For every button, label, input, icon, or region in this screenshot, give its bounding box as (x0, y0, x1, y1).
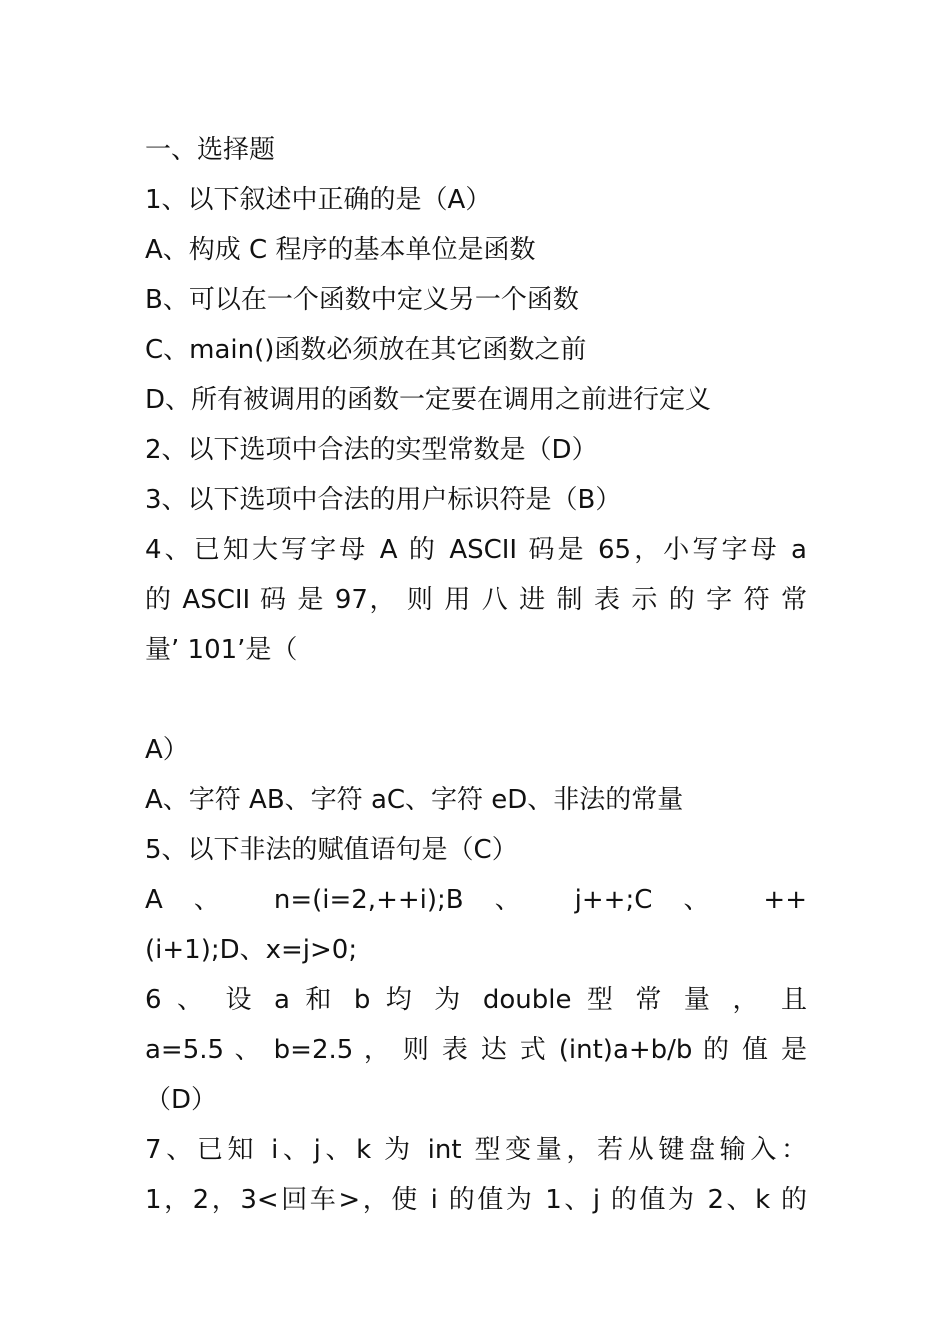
question-3: 3、以下选项中合法的用户标识符是（B） (145, 485, 622, 515)
question-4-line-1: 4、已知大写字母 A 的 ASCII 码是 65，小写字母 a (145, 535, 807, 565)
question-1-option-b: B、可以在一个函数中定义另一个函数 (145, 285, 579, 315)
question-6-line-2: a=5.5 、 b=2.5 ， 则 表 达 式 (int)a+b/b 的 值 是 (145, 1035, 807, 1065)
question-2: 2、以下选项中合法的实型常数是（D） (145, 435, 598, 465)
question-5: 5、以下非法的赋值语句是（C） (145, 835, 518, 865)
question-6-answer: （D） (145, 1085, 218, 1115)
question-4-answer: A） (145, 735, 189, 765)
question-1: 1、以下叙述中正确的是（A） (145, 185, 492, 215)
question-1-option-c: C、main()函数必须放在其它函数之前 (145, 335, 587, 365)
question-4-options: A、字符 AB、字符 aC、字符 eD、非法的常量 (145, 785, 684, 815)
question-5-options-line-1: A 、 n=(i=2,++i);B 、 j++;C 、 ++ (145, 885, 807, 915)
question-1-option-d: D、所有被调用的函数一定要在调用之前进行定义 (145, 385, 712, 415)
section-heading: 一、选择题 (145, 135, 276, 165)
document-body (145, 125, 807, 1225)
question-7-line-2: 1，2，3<回车>，使 i 的值为 1、j 的值为 2、k 的 (145, 1185, 807, 1215)
question-7-line-1: 7、已知 i、j、k 为 int 型变量，若从键盘输入： (145, 1135, 807, 1165)
blank-line (145, 675, 807, 725)
question-1-option-a: A、构成 C 程序的基本单位是函数 (145, 235, 536, 265)
question-6-line-1: 6 、 设 a 和 b 均 为 double 型 常 量 ， 且 (145, 985, 807, 1015)
question-4-line-3: 量’ 101’是（ (145, 635, 298, 665)
question-4-line-2: 的 ASCII 码 是 97， 则 用 八 进 制 表 示 的 字 符 常 (145, 585, 807, 615)
question-5-options-line-2: (i+1);D、x=j>0; (145, 935, 358, 965)
